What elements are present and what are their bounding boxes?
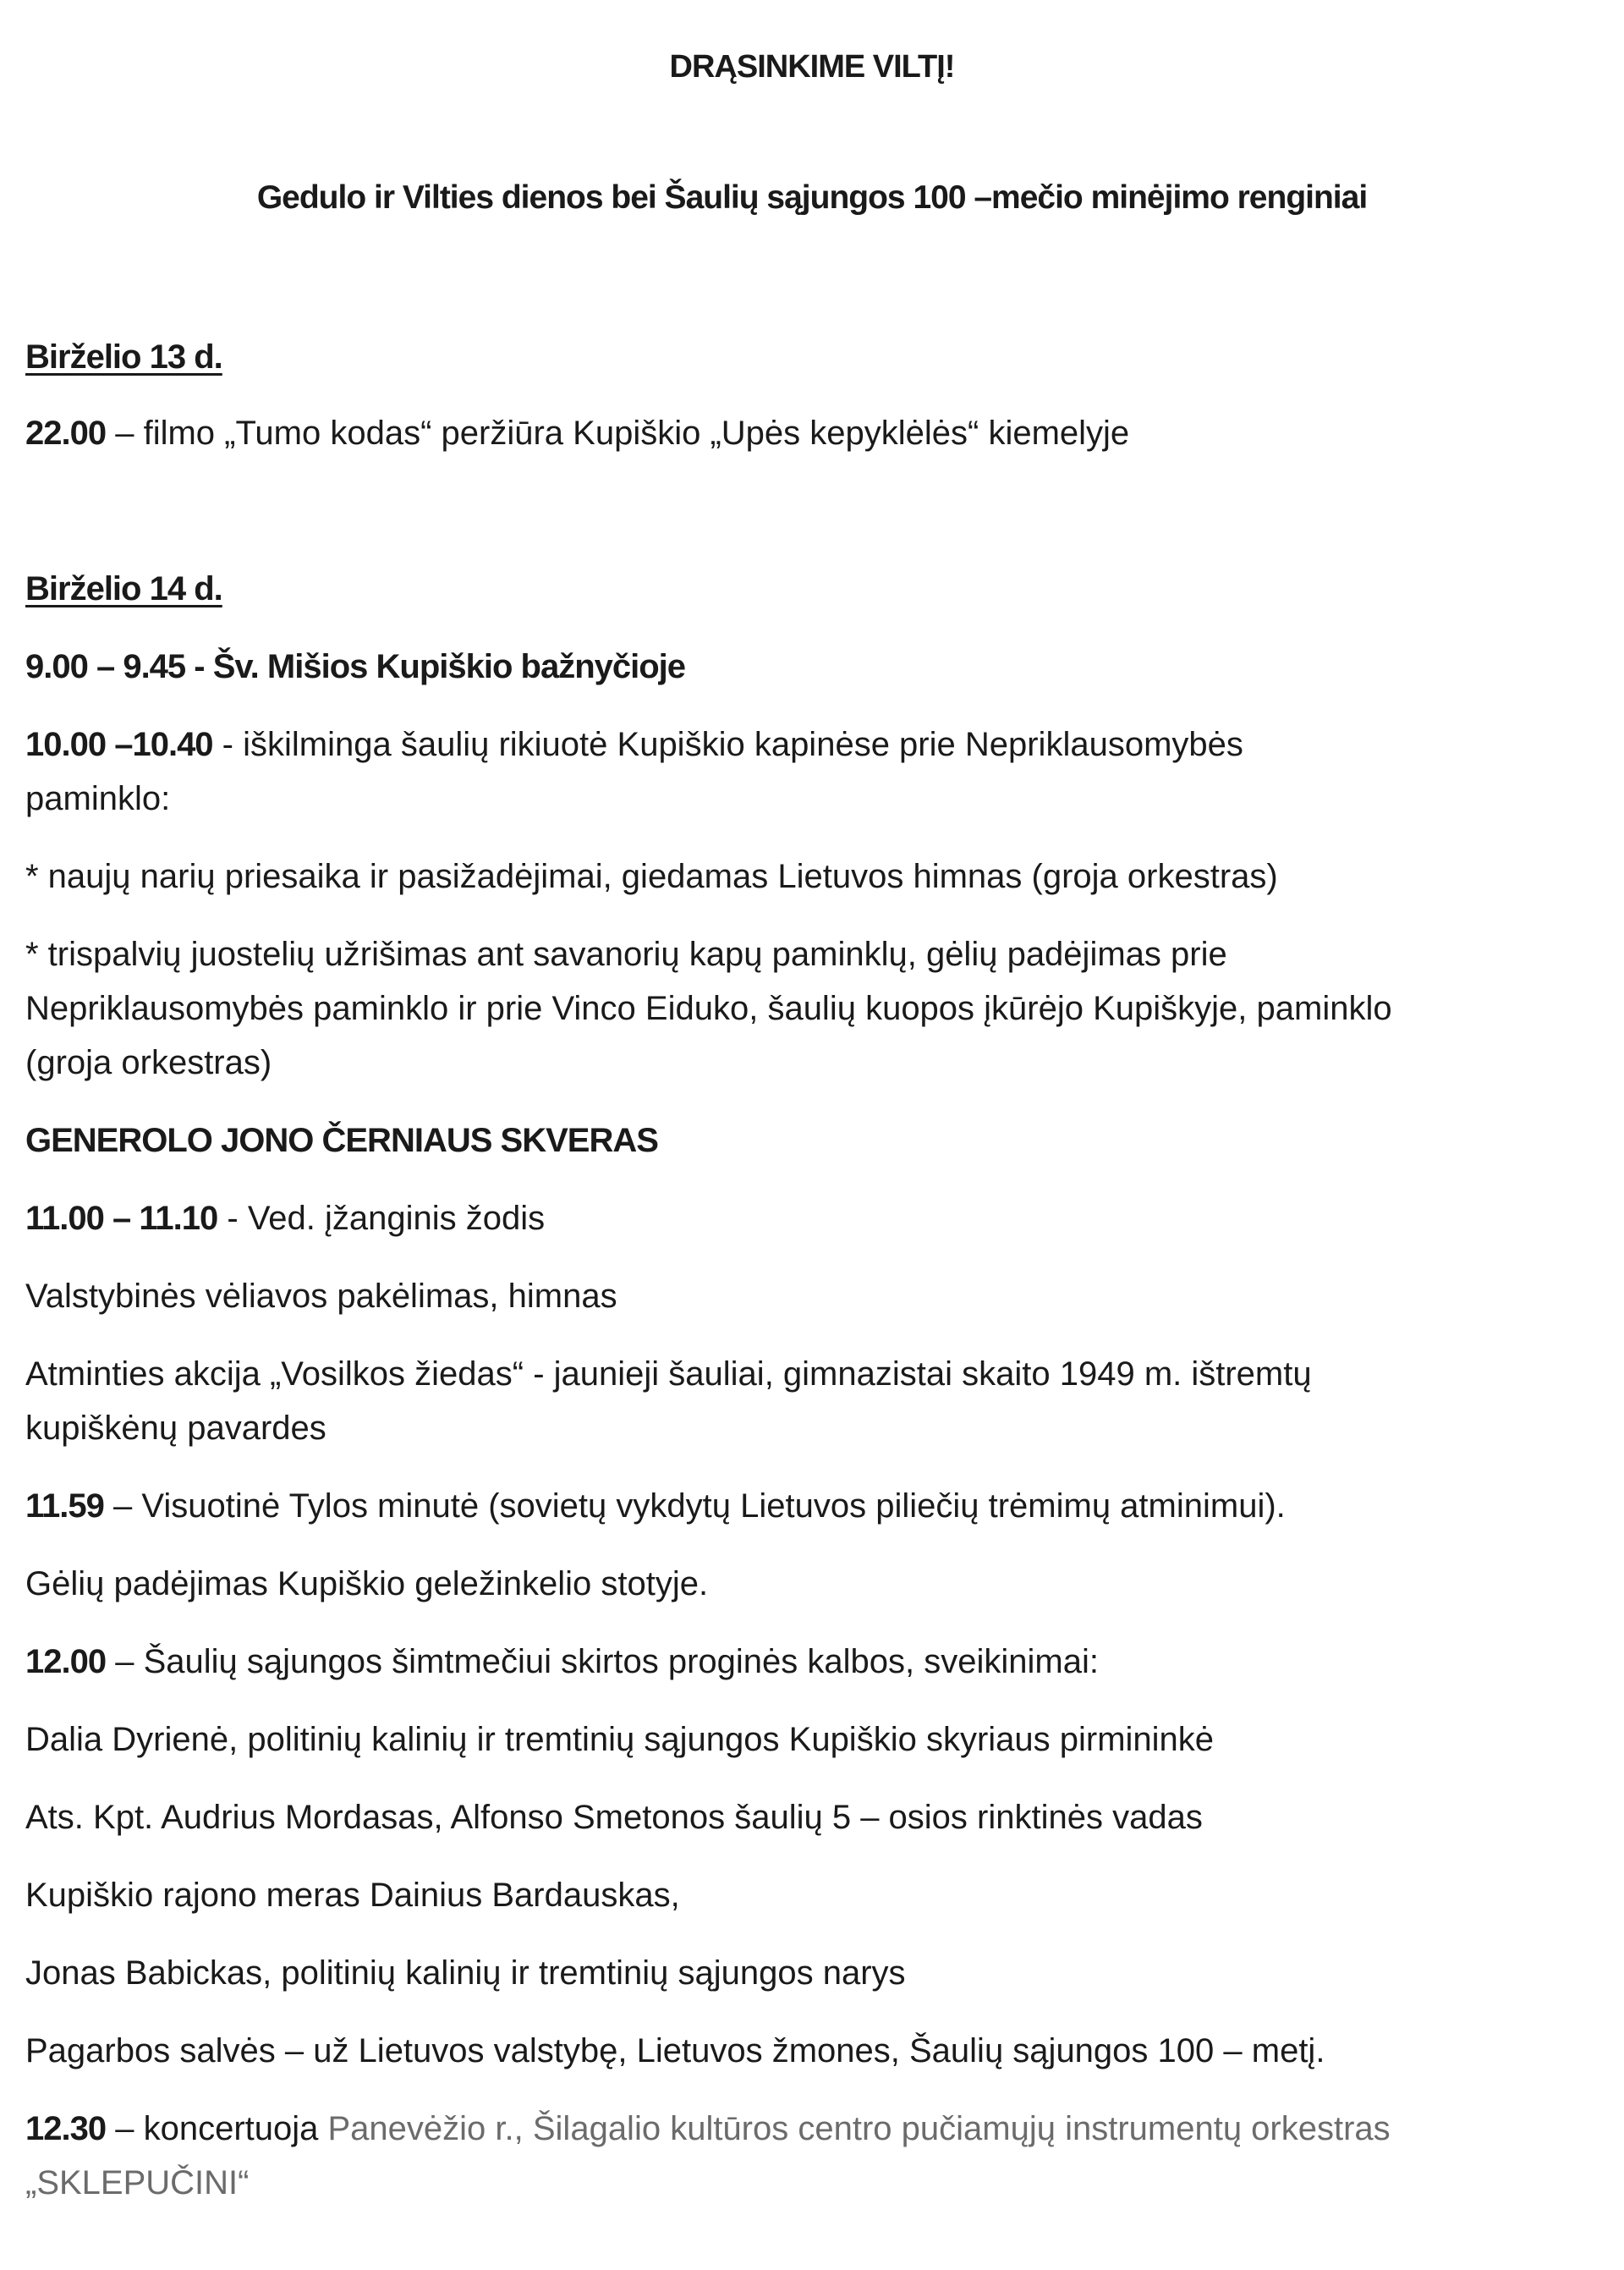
speaker-3: Kupiškio rajono meras Dainius Bardauskas,: [25, 1877, 680, 1914]
event-text: – Šaulių sąjungos šimtmečiui skirtos proginės kalbos, sveikinimai:: [106, 1643, 1099, 1680]
event-time: 11.00 – 11.10: [25, 1200, 218, 1237]
event-concert: [25, 2102, 1590, 2156]
speaker-1: Dalia Dyrienė, politinių kalinių ir tremtinių sąjungos Kupiškio skyriaus pirmininkė: [25, 1721, 1215, 1758]
document-subtitle: Gedulo ir Vilties dienos bei Šaulių sąjungos 100 –mečio minėjimo renginiai: [256, 179, 1368, 216]
speaker-2: Ats. Kpt. Audrius Mordasas, Alfonso Smetonos šaulių 5 – osios rinktinės vadas: [25, 1799, 1203, 1836]
event-time: 22.00: [25, 415, 107, 452]
orchestra-name: Panevėžio r., Šilagalio kultūros centro pučiamųjų instrumentų orkestras: [318, 2110, 1391, 2147]
day1-heading: Birželio 13 d.: [25, 338, 222, 376]
event-action-1: Atminties akcija „Vosilkos žiedas“ - jaunieji šauliai, gimnazistai skaito 1949 m. ištremtų: [25, 1355, 1312, 1393]
bullet-ribbons-3: (groja orkestras): [25, 1044, 272, 1081]
event-flowers: Gėlių padėjimas Kupiškio geležinkelio stotyje.: [25, 1565, 709, 1602]
bullet-ribbons-2: Nepriklausomybės paminklo ir prie Vinco Eiduko, šaulių kuopos įkūrėjo Kupiškyje, paminklo: [25, 990, 1392, 1027]
bullet-ribbons-1: * trispalvių juostelių užrišimas ant savanorių kapų paminklų, gėlių padėjimas prie: [25, 936, 1227, 973]
document-title: DRĄSINKIME VILTĮ!: [669, 49, 955, 85]
speaker-4: Jonas Babickas, politinių kalinių ir tremtinių sąjungos narys: [25, 1954, 906, 1992]
day2-heading: Birželio 14 d.: [25, 570, 222, 607]
event-time: 12.30: [25, 2110, 107, 2147]
event-mass: 9.00 – 9.45 - Šv. Mišios Kupiškio bažnyčioje: [25, 648, 686, 685]
event-ceremony-cont: paminklo:: [25, 780, 171, 817]
event-time: 10.00 –10.40: [25, 726, 213, 763]
event-action-2: kupiškėnų pavardes: [25, 1410, 326, 1447]
event-text: – filmo „Tumo kodas“ peržiūra Kupiškio „Upės kepyklėlės“ kiemelyje: [106, 415, 1130, 452]
event-intro: [25, 1191, 1590, 1245]
event-text: – koncertuoja: [106, 2110, 319, 2147]
event-flag: Valstybinės vėliavos pakėlimas, himnas: [25, 1278, 617, 1315]
event-time: 12.00: [25, 1643, 107, 1680]
square-heading: GENEROLO JONO ČERNIAUS SKVERAS: [25, 1122, 658, 1159]
event-time: 11.59: [25, 1487, 104, 1525]
bullet-oath: * naujų narių priesaika ir pasižadėjimai, giedamas Lietuvos himnas (groja orkestras): [25, 858, 1278, 895]
event-silence: [25, 1479, 1590, 1533]
event-speeches: [25, 1635, 1590, 1689]
orchestra-title: „SKLEPUČINI“: [25, 2164, 250, 2201]
event-salute: Pagarbos salvės – už Lietuvos valstybę, Lietuvos žmones, Šaulių sąjungos 100 – metį.: [25, 2032, 1325, 2069]
event-text: - Ved. įžanginis žodis: [217, 1200, 546, 1237]
event-text: - iškilminga šaulių rikiuotė Kupiškio kapinėse prie Nepriklausomybės: [212, 726, 1243, 763]
day1-event-film: [25, 406, 1590, 460]
event-ceremony: [25, 717, 1590, 772]
event-text: – Visuotinė Tylos minutė (sovietų vykdytų Lietuvos piliečių trėmimų atminimui).: [103, 1487, 1286, 1525]
